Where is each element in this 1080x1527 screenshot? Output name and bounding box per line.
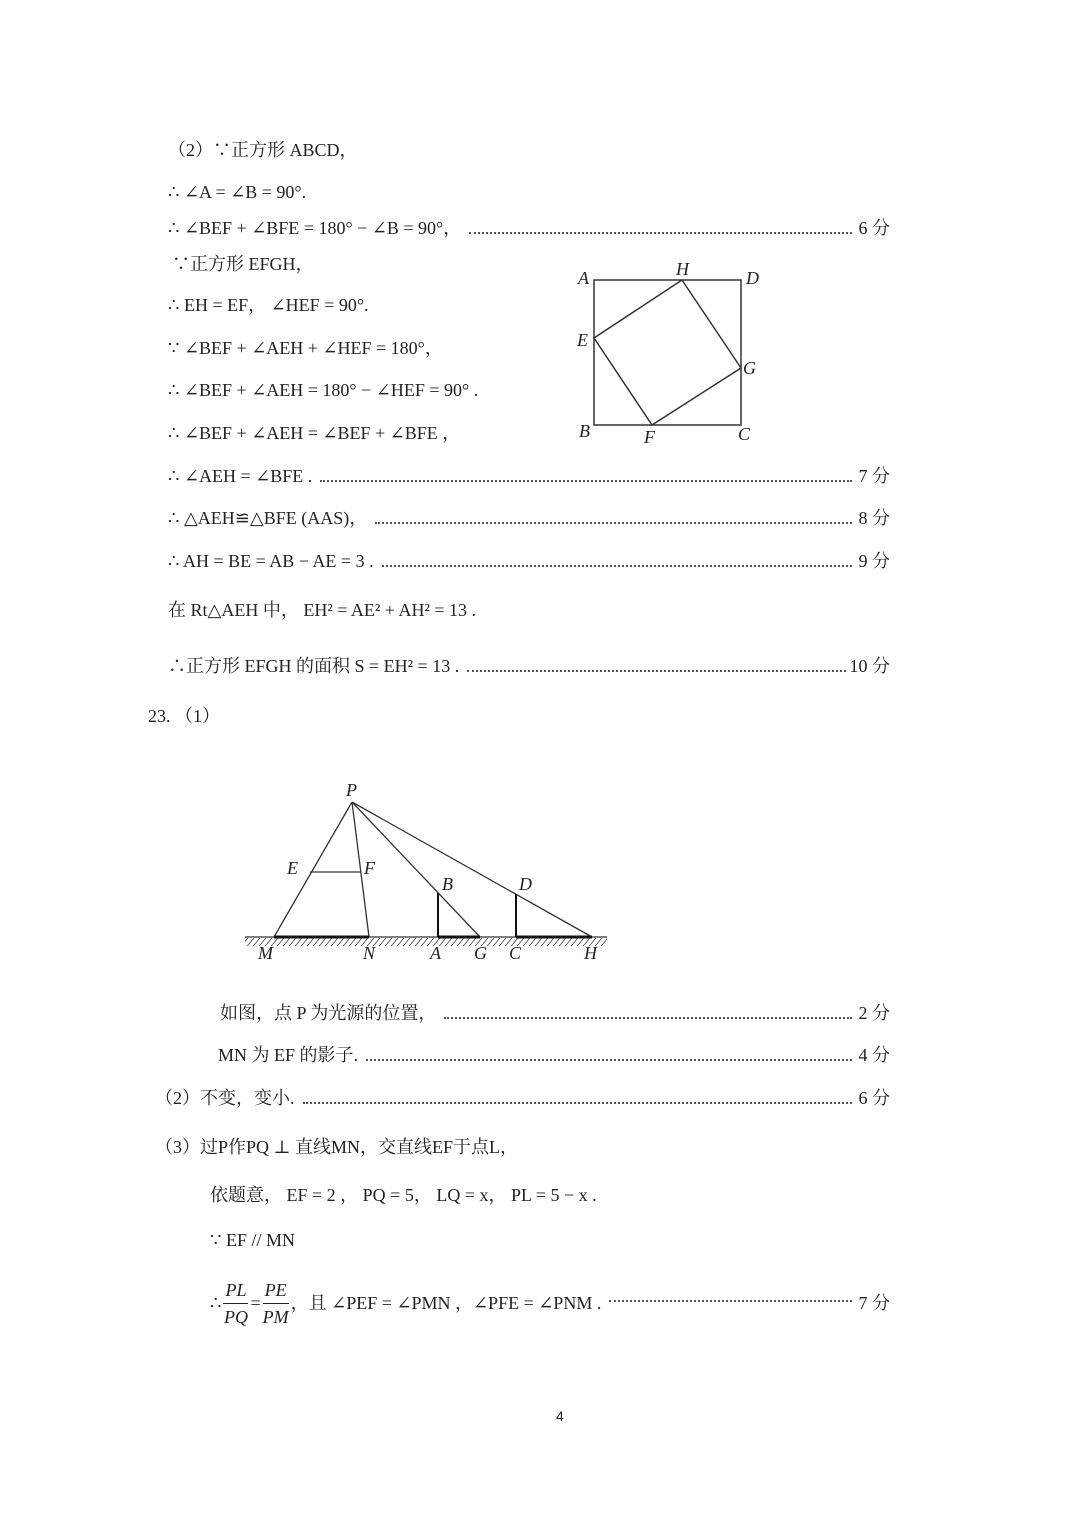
line-18: 依题意， EF = 2 ， PQ = 5， LQ = x， PL = 5 − x .: [210, 1185, 597, 1205]
numerator: PE: [263, 1277, 289, 1304]
label-C2: C: [509, 943, 522, 963]
score: 8 分: [858, 508, 890, 528]
label-E: E: [577, 330, 588, 350]
denominator: PQ: [223, 1306, 248, 1327]
score: 4 分: [858, 1045, 890, 1065]
square-efgh: [594, 280, 741, 425]
line-14: 如图，点 P 为光源的位置， 2 分: [220, 1000, 890, 1026]
line-8: ∴ ∠BEF + ∠AEH = ∠BEF + ∠BFE ，: [168, 423, 461, 443]
line-9: ∴ ∠AEH = ∠BFE . 7 分: [168, 463, 890, 489]
score: 7 分: [858, 466, 890, 486]
label-A: A: [578, 268, 589, 288]
label-N: N: [363, 943, 376, 963]
line-7: ∴ ∠BEF + ∠AEH = 180° − ∠HEF = 90° .: [168, 380, 479, 400]
label-D2: D: [519, 874, 532, 894]
equals-sign: =: [250, 1293, 261, 1313]
label-F: F: [644, 427, 655, 447]
label-P: P: [346, 780, 357, 800]
line-10: ∴ △AEH≌△BFE (AAS)， 8 分: [168, 505, 890, 531]
label-G: G: [743, 358, 756, 378]
label-A2: A: [430, 943, 441, 963]
line-11: ∴ AH = BE = AB − AE = 3 . 9 分: [168, 548, 890, 574]
label-F2: F: [364, 858, 375, 878]
label-D: D: [746, 268, 759, 288]
line-1: （2）∵正方形 ABCD，: [168, 140, 358, 160]
fraction-pe-pm: [263, 1277, 289, 1330]
label-E2: E: [287, 858, 298, 878]
dot-leader: [366, 1059, 852, 1061]
score: 7 分: [858, 1293, 890, 1313]
score: 6 分: [858, 1088, 890, 1108]
line-15: MN 为 EF 的影子. 4 分: [218, 1042, 890, 1068]
fraction-pl-pq: [223, 1277, 248, 1330]
label-G2: G: [474, 943, 487, 963]
line-3: ∴ ∠BEF + ∠BFE = 180° − ∠B = 90°， 6 分: [168, 215, 890, 241]
score: 10 分: [849, 656, 890, 676]
line-4: ∵正方形 EFGH，: [172, 254, 314, 274]
line-6: ∵ ∠BEF + ∠AEH + ∠HEF = 180°，: [168, 338, 443, 358]
line-13: ∴正方形 EFGH 的面积 S = EH² = 13 . 10 分: [168, 653, 890, 679]
page-number: 4: [556, 1408, 564, 1424]
label-B: B: [579, 421, 590, 441]
line-19: ∵ EF // MN: [210, 1230, 295, 1250]
label-H: H: [676, 259, 689, 279]
score: 6 分: [858, 218, 890, 238]
dot-leader: [303, 1102, 853, 1104]
label-M: M: [258, 943, 273, 963]
score: 2 分: [858, 1003, 890, 1023]
ground-hatching: [245, 938, 607, 946]
line-12: 在 Rt△AEH 中， EH² = AE² + AH² = 13 .: [168, 600, 476, 620]
score: 9 分: [858, 551, 890, 571]
line-2: ∴ ∠A = ∠B = 90°.: [168, 182, 307, 202]
label-C: C: [738, 424, 751, 444]
numerator: PL: [223, 1277, 248, 1304]
therefore-symbol: ∴: [210, 1293, 222, 1313]
question-23-heading: 23. （1）: [148, 706, 220, 726]
shadow-figure: [245, 780, 607, 963]
line-16: （2）不变，变小. 6 分: [155, 1085, 890, 1111]
line-17: （3）过P作PQ ⊥ 直线MN，交直线EF于点L，: [155, 1137, 518, 1157]
square-abcd: [594, 280, 741, 425]
denominator: PM: [262, 1306, 289, 1327]
label-B2: B: [442, 874, 453, 894]
angle-equalities: ，且 ∠PEF = ∠PMN ，∠PFE = ∠PNM .: [290, 1293, 602, 1313]
dot-leader: [609, 1300, 852, 1302]
line-5: ∴ EH = EF， ∠HEF = 90°.: [168, 295, 369, 315]
dot-leader: [444, 1017, 852, 1019]
fraction-line: [210, 1275, 890, 1331]
label-H2: H: [584, 943, 597, 963]
